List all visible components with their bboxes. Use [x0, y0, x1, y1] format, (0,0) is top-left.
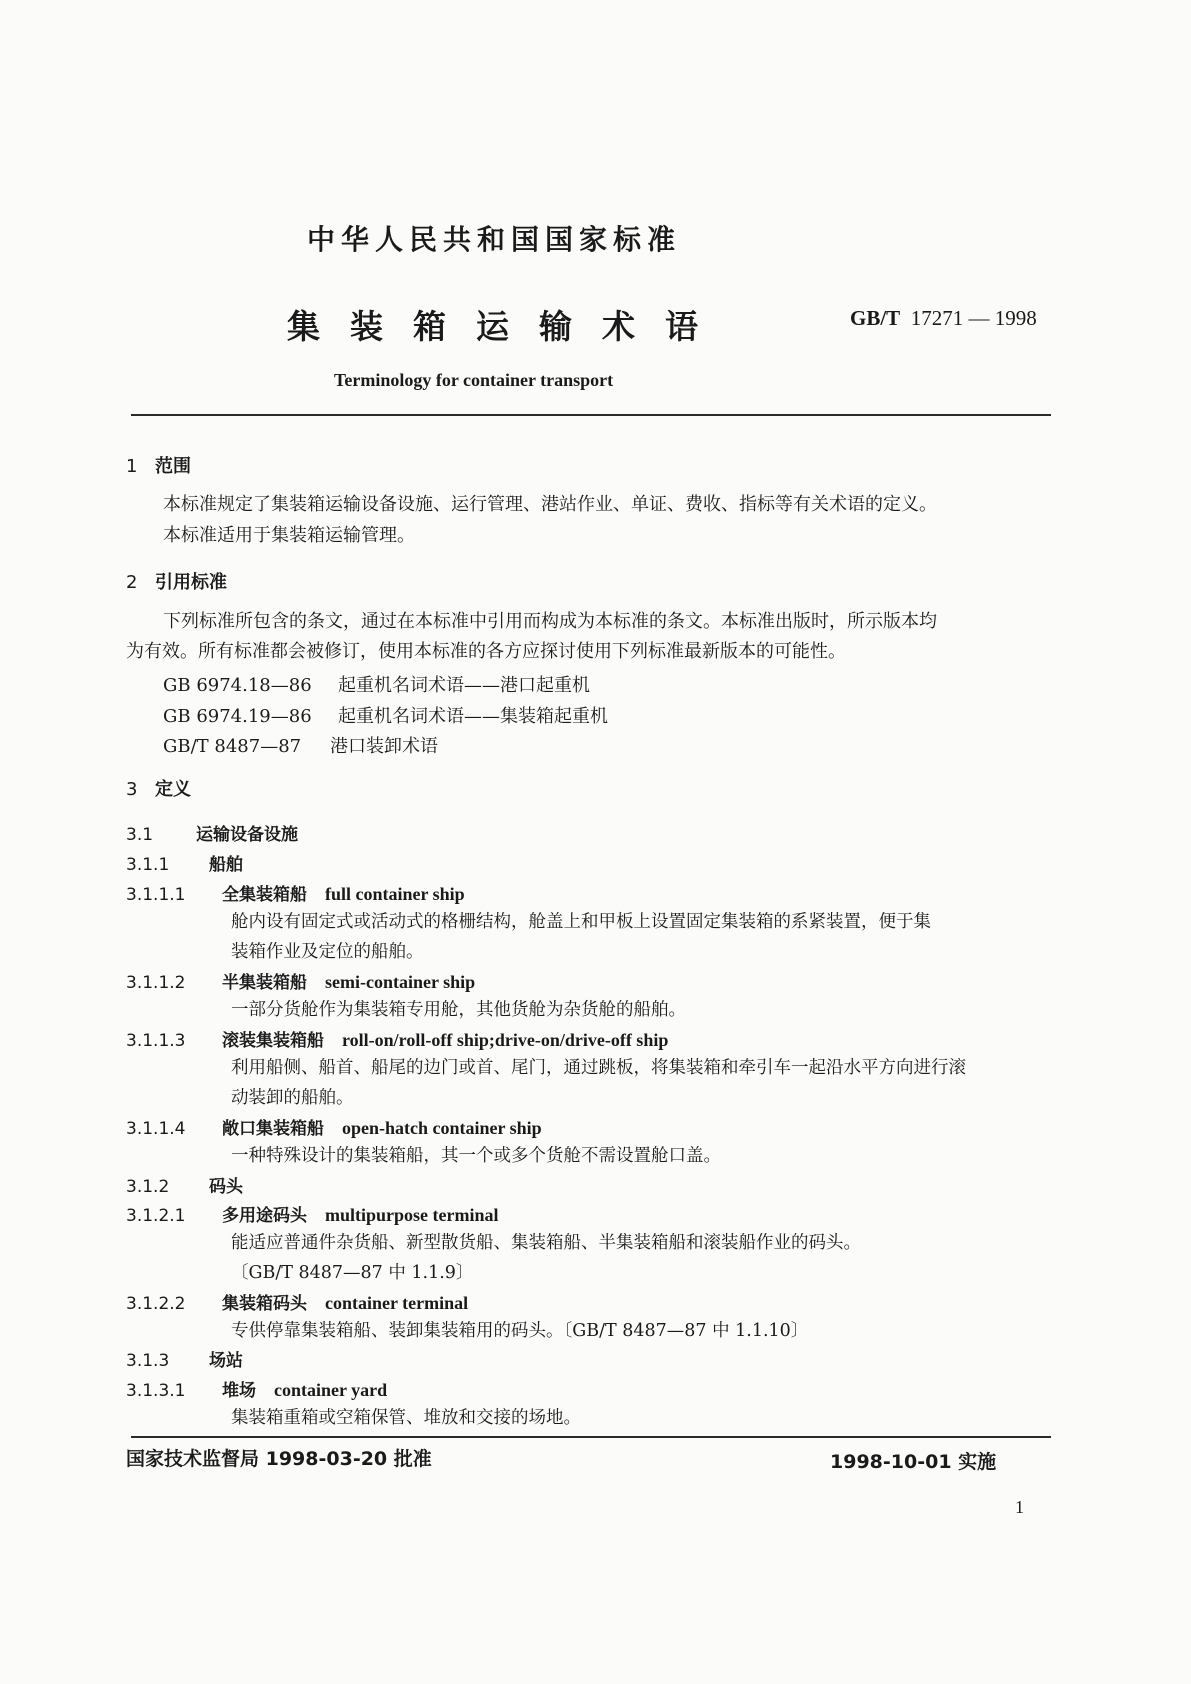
term-zh: 敞口集装箱船: [222, 1119, 324, 1139]
subsection-3-1-1: [126, 850, 243, 875]
term-definition: 集装箱重箱或空箱保管、堆放和交接的场地。: [231, 1408, 581, 1428]
section-title: 定义: [155, 779, 191, 800]
section-title: 引用标准: [155, 572, 227, 593]
term-definition: 能适应普通件杂货船、新型散货船、集装箱船、半集装箱船和滚装船作业的码头。: [231, 1233, 861, 1253]
term-zh: 半集装箱船: [222, 973, 307, 993]
term-definition: 利用船侧、船首、船尾的边门或首、尾门，通过跳板，将集装箱和牵引车一起沿水平方向进行滚: [231, 1058, 966, 1078]
reference-item: [163, 671, 590, 697]
reference-item: [163, 732, 438, 758]
term-en: container terminal: [325, 1293, 469, 1313]
paragraph: 下列标准所包含的条文，通过在本标准中引用而构成为本标准的条文。本标准出版时，所示版本均: [163, 611, 937, 632]
term-definition: 专供停靠集装箱船、装卸集装箱用的码头。〔GB/T 8487—87 中 1.1.10〕: [231, 1321, 809, 1341]
term-en: full container ship: [325, 884, 465, 904]
term-number: 3.1.1.1: [126, 885, 186, 905]
subsection-number: 3.1.1: [126, 855, 170, 875]
reference-title: 起重机名词术语——港口起重机: [338, 675, 590, 696]
term-number: 3.1.2.2: [126, 1294, 186, 1314]
subsection-title: 码头: [209, 1177, 243, 1197]
term-number: 3.1.1.2: [126, 973, 186, 993]
term-zh: 全集装箱船: [222, 885, 307, 905]
subsection-title: 场站: [209, 1351, 243, 1371]
term-en: multipurpose terminal: [325, 1205, 499, 1225]
page-number: 1: [1015, 1497, 1024, 1517]
term-definition: 动装卸的船舶。: [231, 1088, 354, 1108]
term-zh: 多用途码头: [222, 1206, 307, 1226]
reference-item: [163, 702, 608, 728]
term-3-1-3-1: [126, 1376, 387, 1401]
reference-title: 起重机名词术语——集装箱起重机: [338, 706, 608, 727]
subsection-number: 3.1: [126, 825, 154, 845]
term-3-1-2-1: [126, 1201, 499, 1226]
subsection-3-1-3: [126, 1346, 243, 1371]
header-divider: [131, 414, 1051, 416]
section-title: 范围: [155, 456, 191, 477]
footer-divider: [131, 1436, 1051, 1438]
reference-code: GB 6974.19—86: [163, 706, 312, 727]
subsection-3-1: [126, 820, 298, 845]
standard-code: [850, 306, 1037, 331]
reference-code: GB/T 8487—87: [163, 736, 302, 757]
term-3-1-1-4: [126, 1114, 542, 1139]
term-3-1-1-2: [126, 968, 475, 993]
subsection-title: 船舶: [209, 855, 243, 875]
subsection-number: 3.1.3: [126, 1351, 170, 1371]
section-3-heading: [126, 775, 191, 801]
paragraph: 为有效。所有标准都会被修订，使用本标准的各方应探讨使用下列标准最新版本的可能性。: [126, 641, 846, 662]
term-en: roll-on/roll-off ship;drive-on/drive-off ship: [342, 1030, 669, 1050]
term-definition: 舱内设有固定式或活动式的格栅结构，舱盖上和甲板上设置固定集装箱的系紧装置，便于集: [231, 912, 931, 932]
term-number: 3.1.2.1: [126, 1206, 186, 1226]
standard-prefix: GB/T: [850, 306, 901, 330]
reference-code: GB 6974.18—86: [163, 675, 312, 696]
approval-note: 国家技术监督局 1998-03-20 批准: [126, 1448, 432, 1470]
section-2-heading: [126, 568, 227, 594]
section-1-heading: [126, 452, 191, 478]
term-zh: 堆场: [222, 1381, 256, 1401]
section-number: 2: [126, 572, 138, 593]
standard-number: 17271 — 1998: [910, 306, 1037, 330]
paragraph: 本标准规定了集装箱运输设备设施、运行管理、港站作业、单证、费收、指标等有关术语的定义。: [163, 494, 937, 515]
section-number: 3: [126, 779, 138, 800]
term-3-1-1-1: [126, 880, 465, 905]
subsection-number: 3.1.2: [126, 1177, 170, 1197]
paragraph: 本标准适用于集装箱运输管理。: [163, 525, 415, 546]
reference-title: 港口装卸术语: [330, 736, 438, 757]
document-title-zh: 集装箱运输术语: [287, 307, 728, 346]
document-title-en: Terminology for container transport: [334, 370, 614, 390]
subsection-title: 运输设备设施: [196, 825, 298, 845]
term-definition: 一种特殊设计的集装箱船，其一个或多个货舱不需设置舱口盖。: [231, 1146, 721, 1166]
term-zh: 集装箱码头: [222, 1294, 307, 1314]
term-number: 3.1.3.1: [126, 1381, 186, 1401]
term-en: open-hatch container ship: [342, 1118, 542, 1138]
term-3-1-2-2: [126, 1289, 468, 1314]
term-definition: 一部分货舱作为集装箱专用舱，其他货舱为杂货舱的船舶。: [231, 1000, 686, 1020]
term-3-1-1-3: [126, 1026, 668, 1051]
implementation-date: 1998-10-01 实施: [830, 1451, 997, 1473]
term-citation: 〔GB/T 8487—87 中 1.1.9〕: [231, 1263, 474, 1283]
term-zh: 滚装集装箱船: [222, 1031, 324, 1051]
term-en: container yard: [274, 1380, 388, 1400]
national-standard-heading: 中华人民共和国国家标准: [307, 223, 682, 256]
term-number: 3.1.1.4: [126, 1119, 186, 1139]
term-en: semi-container ship: [325, 972, 476, 992]
term-definition: 装箱作业及定位的船舶。: [231, 942, 424, 962]
term-number: 3.1.1.3: [126, 1031, 186, 1051]
subsection-3-1-2: [126, 1172, 243, 1197]
section-number: 1: [126, 456, 138, 477]
